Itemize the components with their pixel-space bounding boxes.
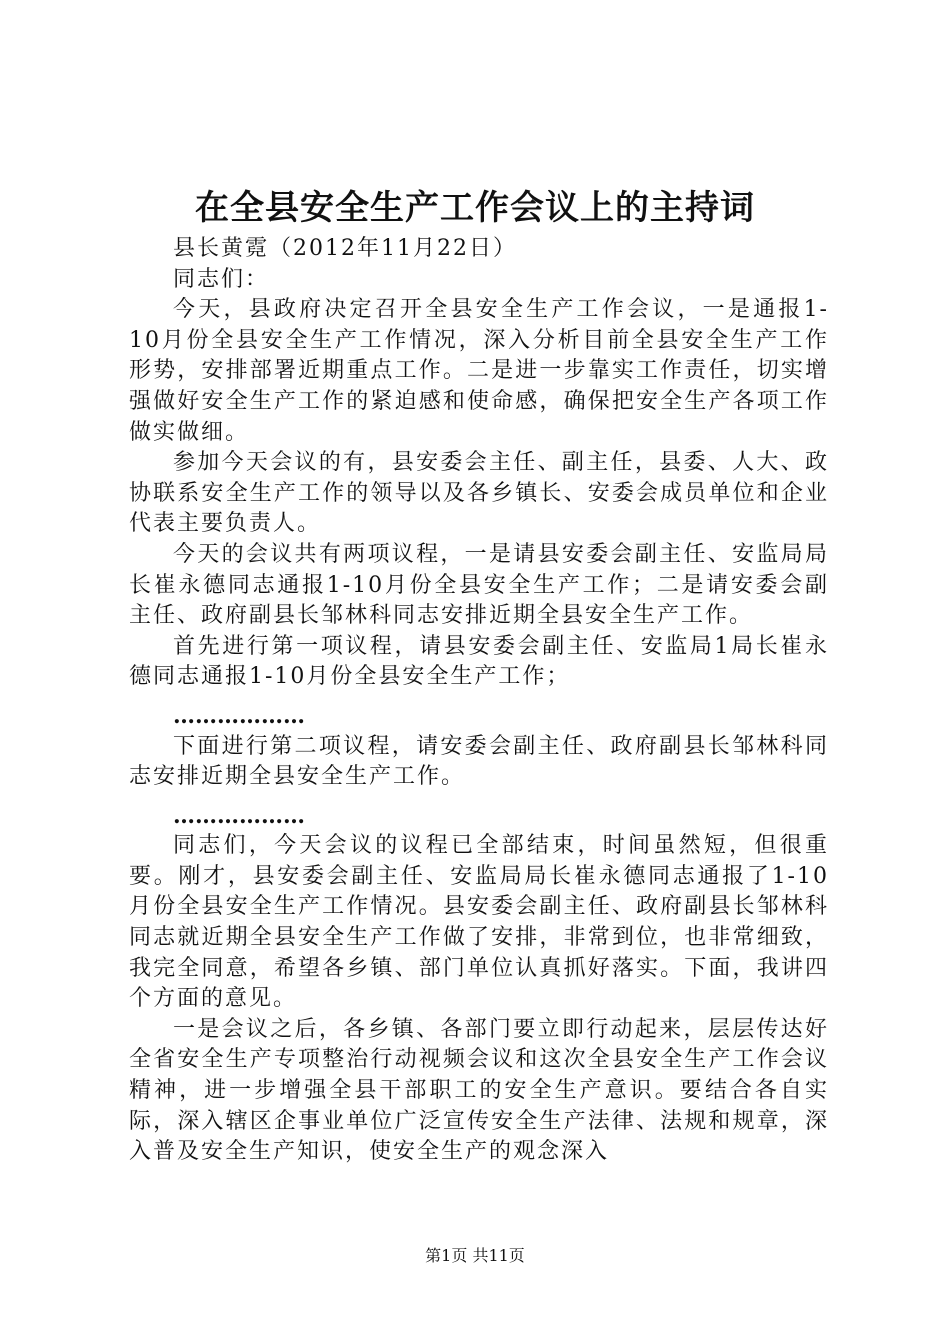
document-body	[129, 234, 829, 1168]
speaker-date-line: 县长黄霓（2012年11月22日）	[173, 236, 517, 261]
paragraph-meeting-purpose: 今天，县政府决定召开全县安全生产工作会议，一是通报1-10月份全县安全生产工作情况，深入分析目前全县安全生产工作形势，安排部署近期重点工作。二是进一步靠实工作责任，切实增强做好安全生产工作的紧迫感和使命感，确保把安全生产各项工作做实做细。	[129, 297, 829, 445]
page-number-footer: 第1页 共11页	[425, 1246, 525, 1265]
paragraph-agenda: 今天的会议共有两项议程，一是请县安委会副主任、安监局局长崔永德同志通报1-10月份全县安全生产工作；二是请安委会副主任、政府副县长邹林科同志安排近期全县安全生产工作。	[129, 541, 829, 629]
paragraph-first-item: 首先进行第一项议程，请县安委会副主任、安监局1局长崔永德同志通报1-10月份全县安全生产工作；	[129, 633, 829, 690]
salutation: 同志们：	[173, 266, 270, 292]
paragraph-summary: 同志们，今天会议的议程已全部结束，时间虽然短，但很重要。刚才，县安委会副主任、安监局局长崔永德同志通报了1-10月份全县安全生产工作情况。县安委会副主任、政府副县长邹林科同志就近期全县安全生产工作做了安排，非常到位，也非常细致，我完全同意，希望各乡镇、部门单位认真抓好落实。下面，我讲四个方面的意见。	[129, 833, 829, 1012]
paragraph-attendees: 参加今天会议的有，县安委会主任、副主任，县委、人大、政协联系安全生产工作的领导以及各乡镇长、安委会成员单位和企业代表主要负责人。	[129, 450, 829, 537]
paragraph-second-item: 下面进行第二项议程，请安委会副主任、政府副县长邹林科同志安排近期全县安全生产工作。	[129, 733, 829, 790]
paragraph-opinion-one: 一是会议之后，各乡镇、各部门要立即行动起来，层层传达好全省安全生产专项整治行动视频会议和这次全县安全生产工作会议精神，进一步增强全县干部职工的安全生产意识。要结合各自实际，深入辖区企事业单位广泛宣传安全生产法律、法规和规章，深入普及安全生产知识，使安全生产的观念深入	[129, 1016, 829, 1165]
ellipsis-separator: ………………	[173, 802, 305, 829]
ellipsis-separator: ………………	[173, 702, 305, 729]
document-title: 在全县安全生产工作会议上的主持词	[195, 188, 755, 228]
